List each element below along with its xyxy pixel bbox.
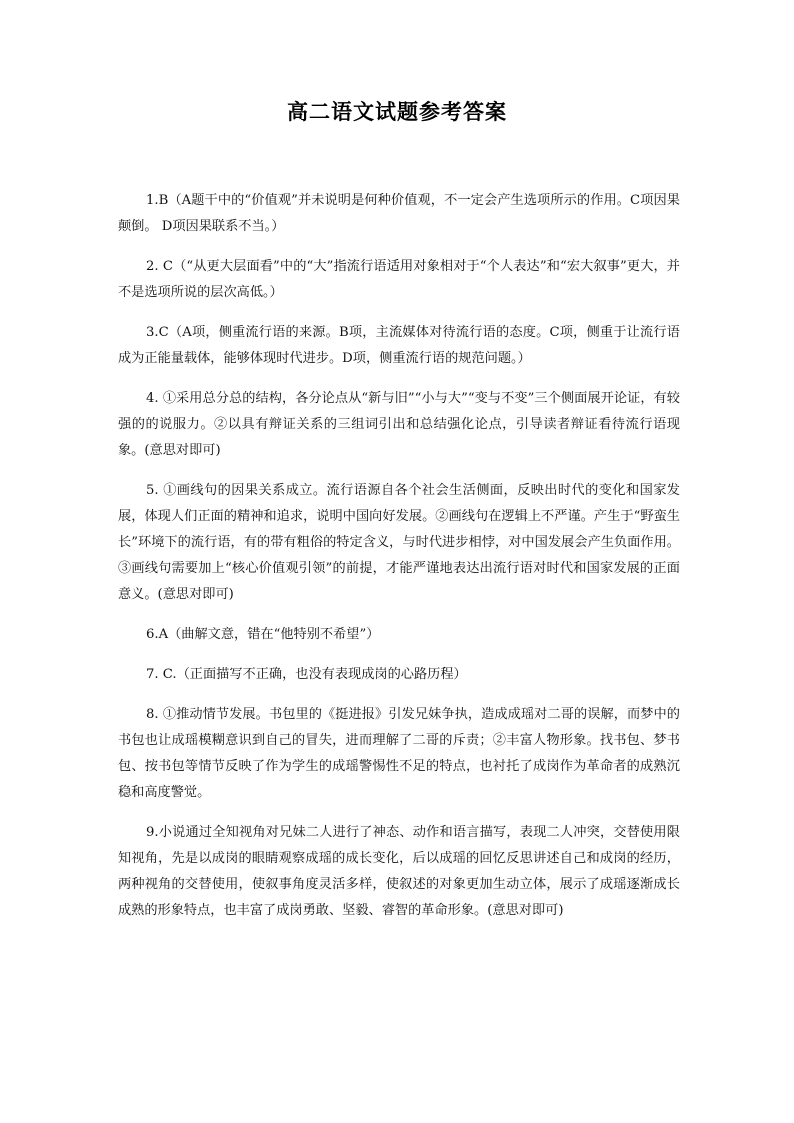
answer-5: 5. ①画线句的因果关系成立。流行语源自各个社会生活侧面，反映出时代的变化和国家发展，体现人们正面的精神和追求，说明中国向好发展。②画线句在逻辑上不严谨。产生于“野蛮生长”环境下的流行语，有的带有粗俗的特定含义，与时代进步相悖，对中国发展会产生负面作用。③画线句需要加上“核心价值观引领”的前提，才能严谨地表达出流行语对时代和国家发展的正面意义。(意思对即可) [118,483,680,602]
answer-6: 6.A（曲解文意，错在“他特别不希望”） [146,627,380,642]
answer-7: 7. C.（正面描写不正确，也没有表现成岗的心路历程） [146,667,467,682]
page-title: 高二语文试题参考答案 [287,99,507,124]
answer-1: 1.B（A题干中的“价值观”并未说明是何种价值观，不一定会产生选项所示的作用。C项因果颠倒。 D项因果联系不当。） [118,193,680,234]
answer-8: 8. ①推动情节发展。书包里的《挺进报》引发兄妹争执，造成成瑶对二哥的误解，而梦中的书包也让成瑶模糊意识到自己的冒失，进而理解了二哥的斥责；②丰富人物形象。找书包、梦书包、按书包等情节反映了作为学生的成瑶警惕性不足的特点，也衬托了成岗作为革命者的成熟沉稳和高度警觉。 [118,707,680,800]
answer-3: 3.C（A项，侧重流行语的来源。B项，主流媒体对待流行语的态度。C项，侧重于让流行语成为正能量载体，能够体现时代进步。D项，侧重流行语的规范问题。） [118,325,680,366]
answer-2: 2. C（“从更大层面看”中的“大”指流行语适用对象相对于“个人表达”和“宏大叙事”更大，并不是选项所说的层次高低。） [118,259,680,300]
answer-4: 4. ①采用总分总的结构，各分论点从“新与旧”“小与大”“变与不变”三个侧面展开论证，有较强的的说服力。②以具有辩证关系的三组词引出和总结强化论点，引导读者辩证看待流行语现象。(意思对即可) [118,391,680,458]
answer-list [118,188,680,938]
answer-9: 9.小说通过全知视角对兄妹二人进行了神态、动作和语言描写，表现二人冲突，交替使用限知视角，先是以成岗的眼睛观察成瑶的成长变化，后以成瑶的回忆反思讲述自己和成岗的经历，两种视角的交替使用，使叙事角度灵活多样，使叙述的对象更加生动立体，展示了成瑶逐渐成长成熟的形象特点，也丰富了成岗勇敢、坚毅、睿智的革命形象。(意思对即可) [118,825,680,918]
